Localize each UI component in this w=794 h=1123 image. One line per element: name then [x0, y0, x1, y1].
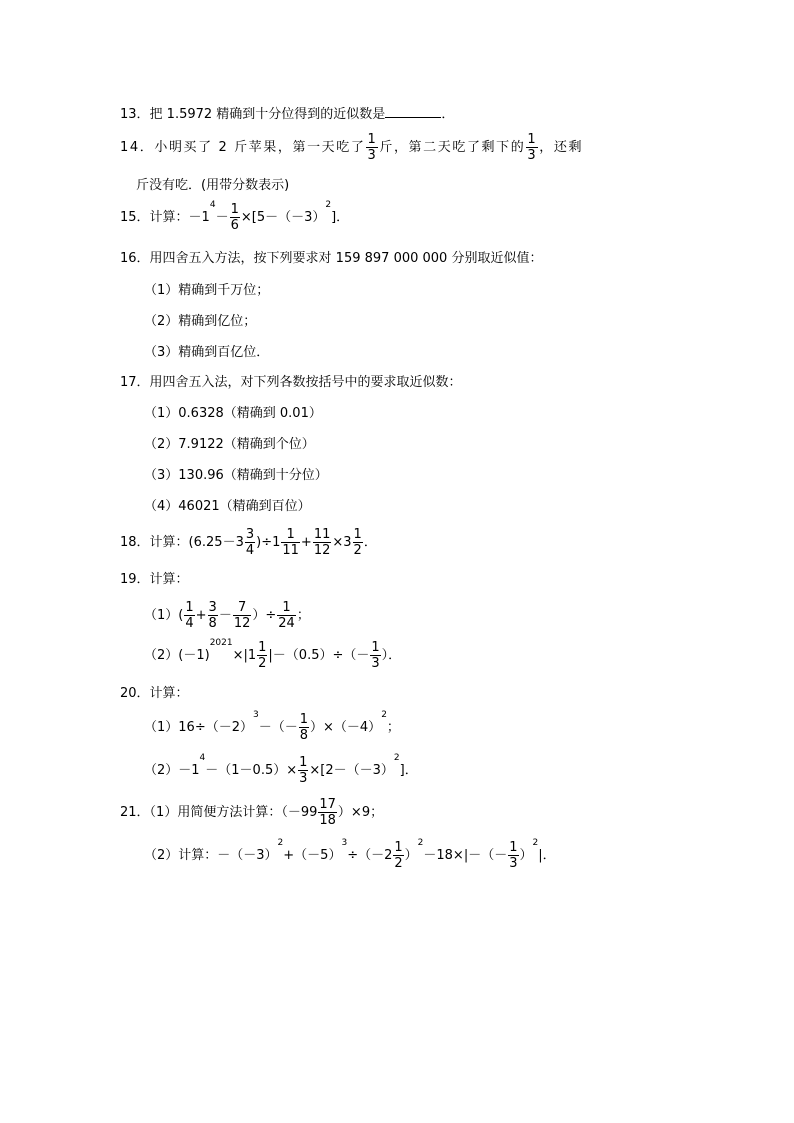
fraction: $\frac{1}{4}$ [185, 600, 194, 631]
question-13: 13．把 1.5972 精确到十分位得到的近似数是 ． [120, 107, 455, 122]
fraction: $\frac{7}{12}$ [233, 600, 251, 631]
question-17-item-2: （2）7.9122（精确到个位） [144, 437, 315, 452]
question-number: 17． [120, 375, 150, 390]
question-number: 16． [120, 251, 150, 266]
question-21-part-2: （2）计算：$-(-3)^2+(-5)^3\div(-2$ $\frac{1}{2}$ ）$^2$－18×|－（－ $\frac{1}{3}$ ）$^2$|． [144, 838, 556, 871]
fraction: $\frac{3}{4}$ [245, 527, 255, 558]
fraction: $\frac{1}{6}$ [230, 202, 239, 233]
fraction: $\frac{1}{3}$ [367, 132, 378, 163]
fraction: $\frac{1}{2}$ [353, 527, 362, 558]
question-19-part-1: （1）( $\frac{1}{4}$ + $\frac{3}{8}$ － $\frac{7}{12}$ ）÷ $\frac{1}{24}$ ； [144, 600, 310, 631]
question-16-item-2: （2）精确到亿位； [144, 314, 257, 329]
question-21: 21．（1）用简便方法计算：（－99 $\frac{17}{18}$ ）×9； [120, 797, 384, 828]
question-number: 18． [120, 535, 150, 550]
question-16-item-3: （3）精确到百亿位． [144, 345, 270, 360]
question-17-item-3: （3）130.96（精确到十分位） [144, 468, 328, 483]
fraction: $\frac{1}{11}$ [282, 527, 299, 558]
fraction: $\frac{1}{2}$ [258, 640, 267, 671]
question-number: 19． [120, 572, 150, 587]
question-20: 20．计算： [120, 686, 189, 701]
answer-blank[interactable] [385, 106, 441, 118]
question-number: 20． [120, 686, 150, 701]
question-15: 15．计算：$-1^4-$ $\frac{1}{6}$ $\times[5-(-3)^2]$． [120, 200, 350, 233]
question-number: 13． [120, 107, 150, 122]
fraction: $\frac{1}{2}$ [394, 840, 403, 871]
question-14: 14．小明买了 2 斤苹果，第一天吃了 $\frac{1}{3}$ 斤，第二天吃了剩下的 $\frac{1}{3}$ ，还剩 [120, 132, 584, 163]
question-16-item-1: （1）精确到千万位； [144, 283, 270, 298]
fraction: $\frac{17}{18}$ [319, 797, 336, 828]
question-17: 17．用四舍五入法，对下列各数按括号中的要求取近似数： [120, 375, 462, 390]
question-19: 19．计算： [120, 572, 189, 587]
fraction: $\frac{1}{24}$ [278, 600, 295, 631]
fraction: $\frac{3}{8}$ [208, 600, 217, 631]
fraction: $\frac{1}{3}$ [371, 640, 380, 671]
question-19-part-2: $(2)(-1)^{2021}\times|1$ $\frac{1}{2}$ |－（0.5）÷（－ $\frac{1}{3}$ ）． [144, 638, 402, 671]
fraction: $\frac{1}{8}$ [299, 712, 309, 743]
fraction: $\frac{1}{3}$ [299, 755, 308, 786]
question-17-item-4: （4）46021（精确到百位） [144, 499, 311, 514]
question-16: 16．用四舍五入方法，按下列要求对 159 897 000 000 分别取近似值： [120, 251, 543, 266]
fraction: $\frac{11}{12}$ [313, 527, 331, 558]
question-text: 把 1.5972 精确到十分位得到的近似数是 [149, 107, 386, 122]
question-number: 21． [120, 805, 150, 820]
fraction: $\frac{1}{3}$ [509, 840, 518, 871]
question-number: 15． [120, 210, 150, 225]
question-text: 小明买了 2 斤苹果，第一天吃了 [154, 140, 366, 155]
question-18: 18．计算：(6.25－3 $\frac{3}{4}$ )÷1 $\frac{1}{11}$ + $\frac{11}{12}$ ×3 $\frac{1}{2}$ ． [120, 527, 377, 558]
question-17-item-1: （1）0.6328（精确到 0.01） [144, 406, 322, 421]
fraction: $\frac{1}{3}$ [527, 132, 538, 163]
question-14-line2: 斤没有吃．(用带分数表示) [136, 178, 290, 193]
question-20-part-2: $(2)-1^4-(1-0.5)\times$ $\frac{1}{3}$ $\times[2-(-3)^2]$． [144, 753, 418, 786]
question-number: 14． [120, 140, 155, 155]
question-20-part-1: $(1)16\div(-2)^3-(-$ $\frac{1}{8}$ ）$\times(-4)^2$； [144, 710, 400, 743]
